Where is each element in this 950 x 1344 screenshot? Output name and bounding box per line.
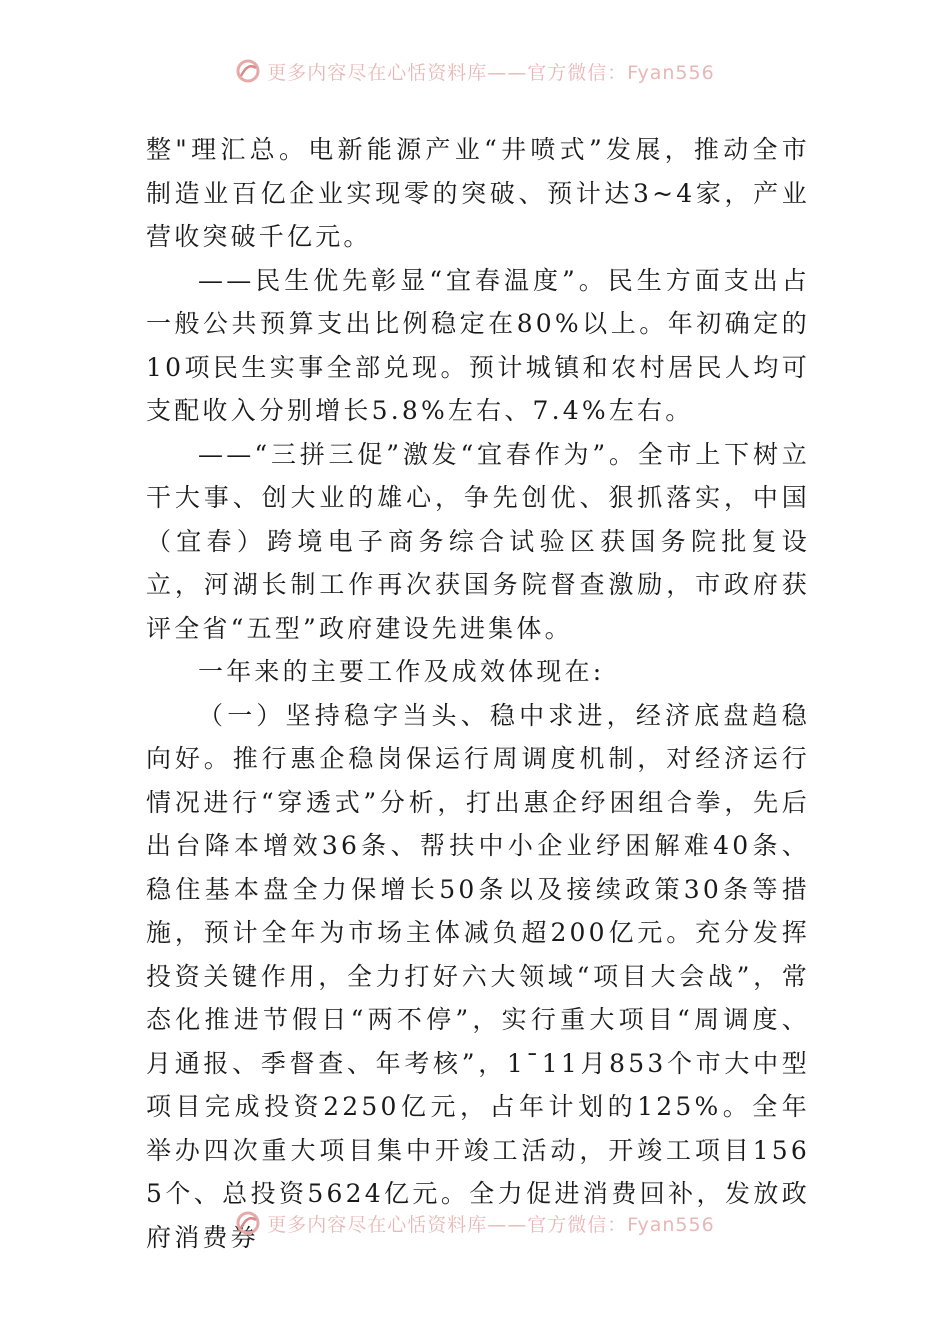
paragraph-2: ——民生优先彰显“宜春温度”。民生方面支出占一般公共预算支出比例稳定在80%以上。年初确定的10项民生实事全部兑现。预计城镇和农村居民人均可支配收入分别增长5.8%左右、7.4%左右。 bbox=[146, 265, 810, 425]
paragraph-1: 整"理汇总。电新能源产业“井喷式”发展，推动全市制造业百亿企业实现零的突破、预计达3~4家，产业营收突破千亿元。 bbox=[146, 135, 810, 251]
watermark-text: 更多内容尽在心恬资料库——官方微信：Fyan556 bbox=[267, 61, 715, 84]
watermark-text: 更多内容尽在心恬资料库——官方微信：Fyan556 bbox=[267, 1213, 715, 1236]
paragraph-5: （一）坚持稳字当头、稳中求进，经济底盘趋稳向好。推行惠企稳岗保运行周调度机制，对经济运行情况进行“穿透式”分析，打出惠企纾困组合拳，先后出台降本增效36条、帮扶中小企业纾困解难40条、稳住基本盘全力保增长50条以及接续政策30条等措施，预计全年为市场主体减负超200亿元。充分发挥投资关键作用，全力打好六大领域“项目大会战”，常态化推进节假日“两不停”，实行重大项目“周调度、月通报、季督查、年考核”，1¯11月853个市大中型项目完成投资2250亿元，占年计划的125%。全年举办四次重大项目集中开竣工活动，开竣工项目1565个、总投资5624亿元。全力促进消费回补，发放政府消费券 bbox=[146, 700, 810, 1252]
watermark-header bbox=[0, 54, 950, 88]
paragraph-3: ——“三拼三促”激发“宜春作为”。全市上下树立干大事、创大业的雄心，争先创优、狠抓落实，中国（宜春）跨境电子商务综合试验区获国务院批复设立，河湖长制工作再次获国务院督查激励，市政府获评全省“五型”政府建设先进集体。 bbox=[146, 439, 810, 643]
paragraph-4: 一年来的主要工作及成效体现在: bbox=[198, 657, 605, 686]
brand-logo-icon bbox=[235, 1210, 261, 1236]
document-body bbox=[146, 128, 810, 1259]
brand-logo-icon bbox=[235, 58, 261, 84]
watermark-footer bbox=[0, 1206, 950, 1240]
